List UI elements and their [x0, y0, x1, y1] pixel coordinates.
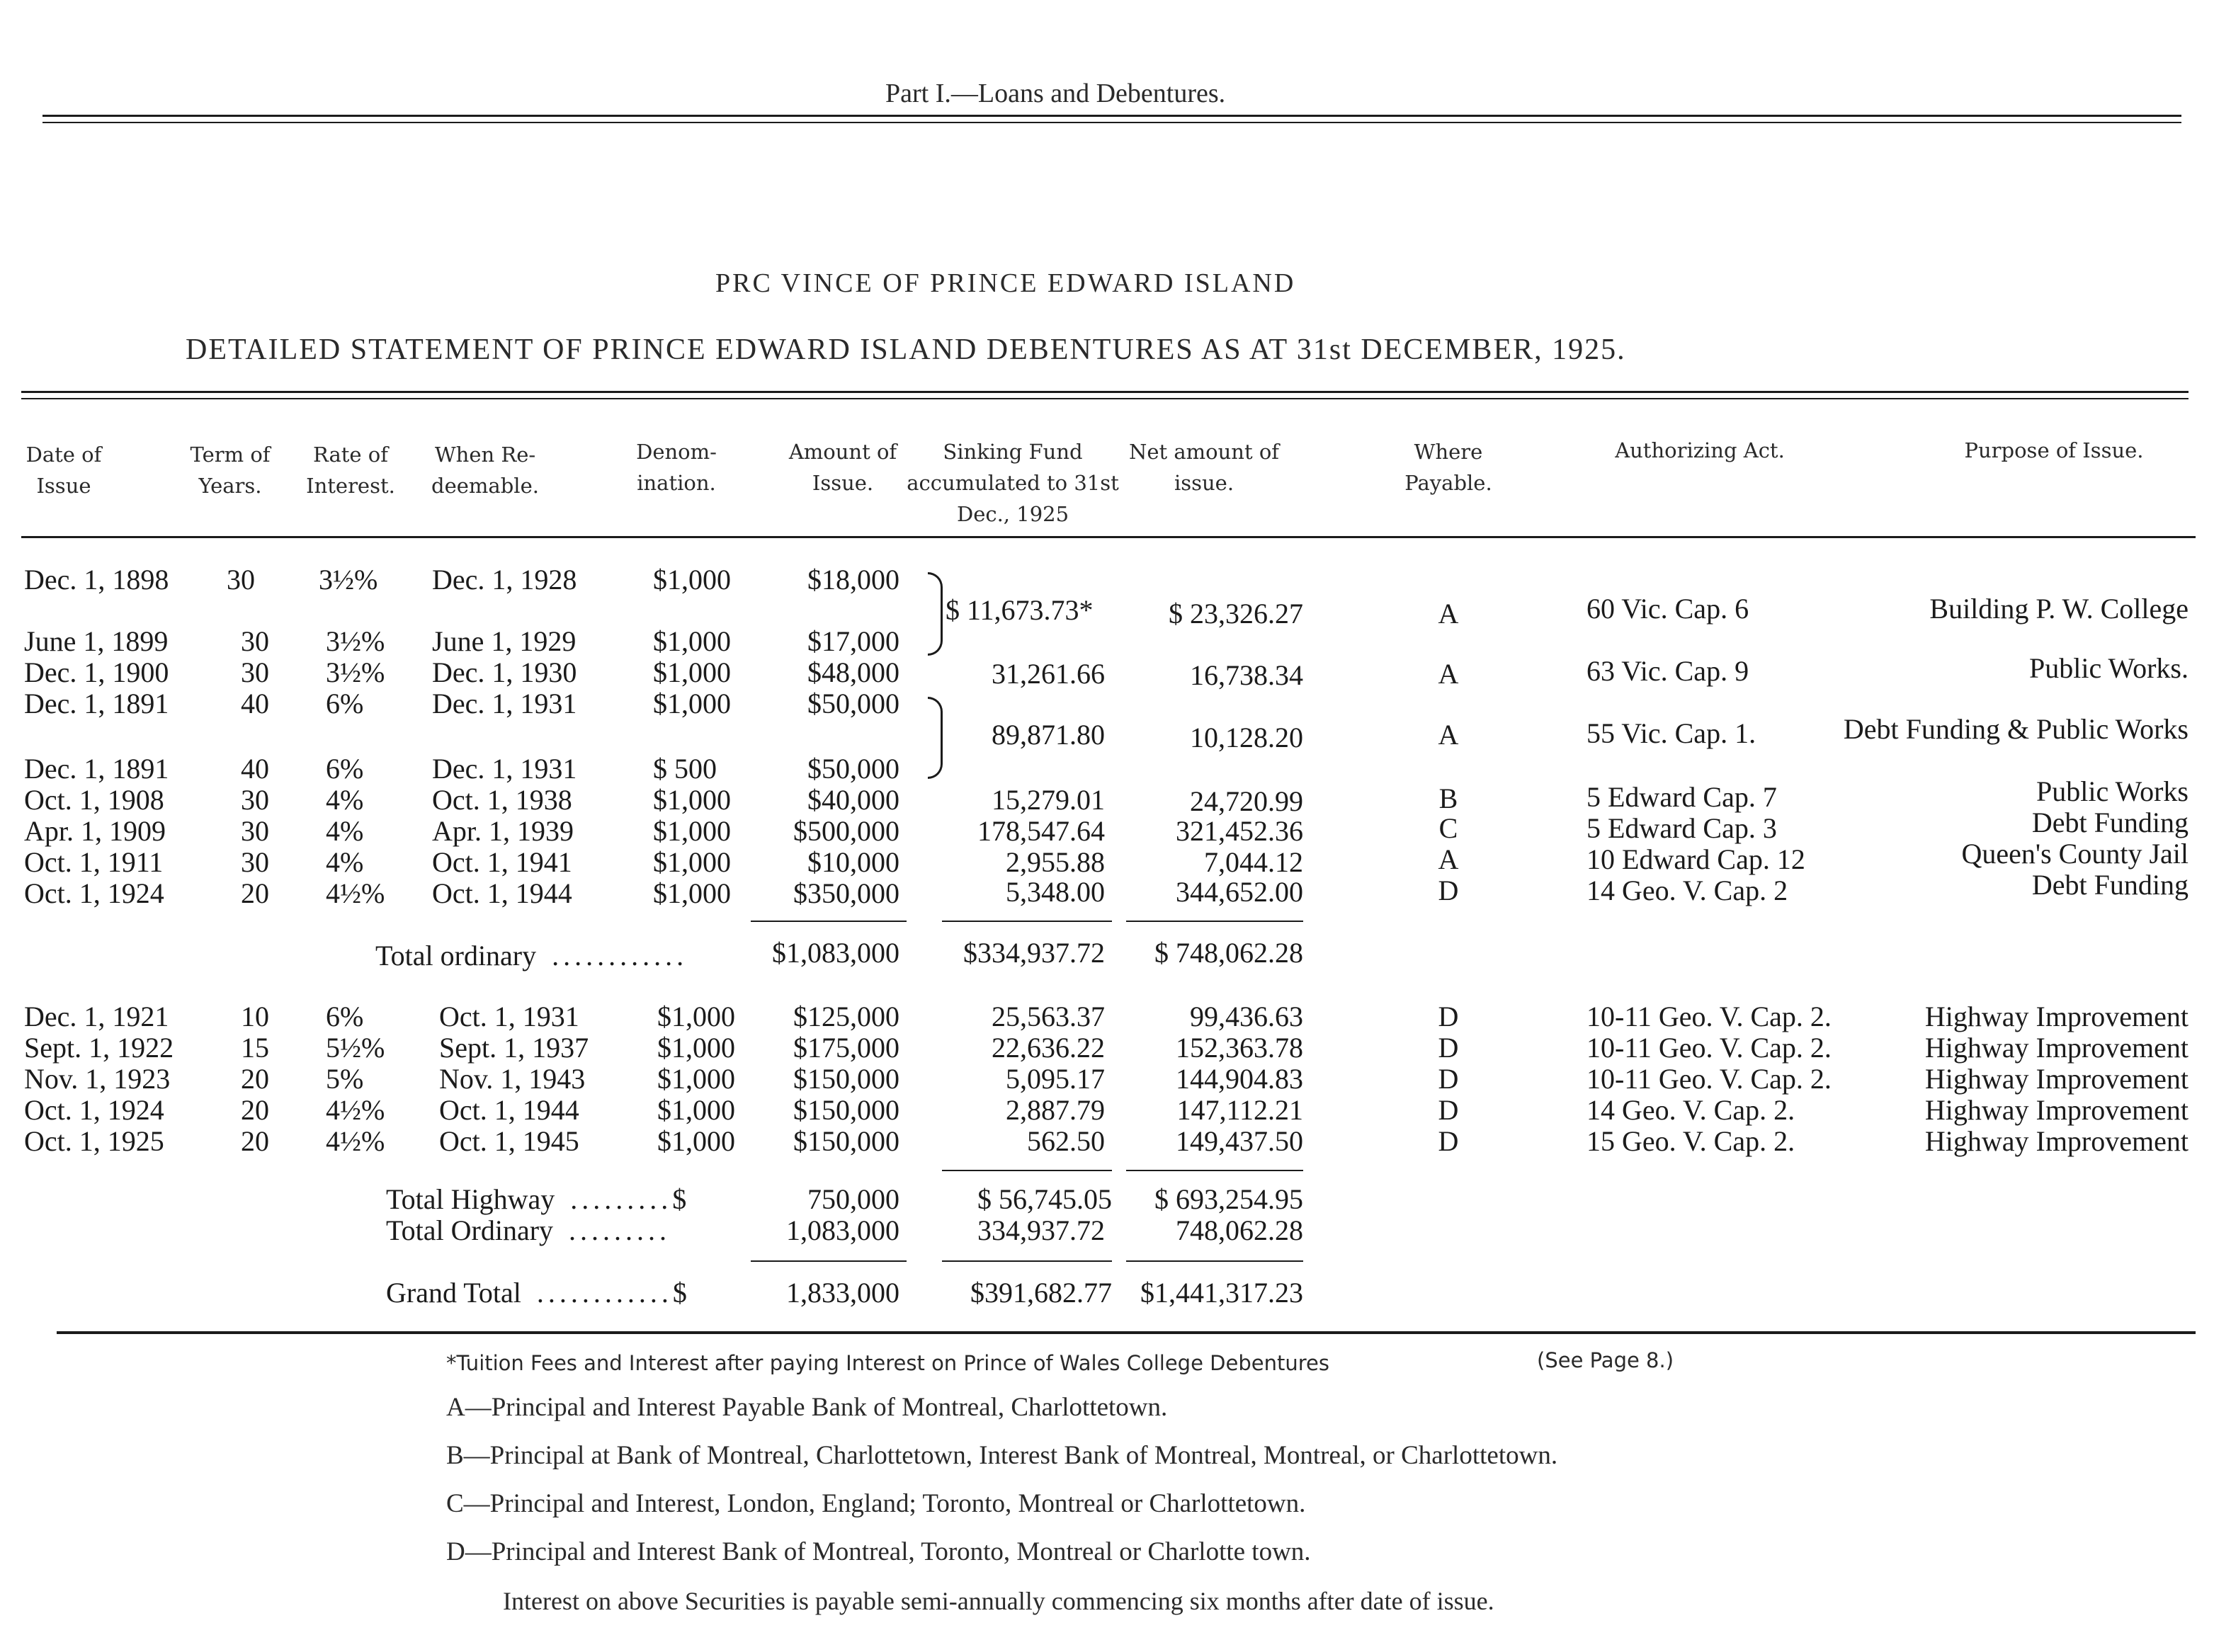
table-row-denomination: $1,000: [653, 656, 731, 688]
total-highway-amount: 750,000: [807, 1183, 899, 1215]
highway-rule-net: [1126, 1170, 1303, 1171]
table-row-term: 30: [241, 846, 269, 878]
title-rule-thin: [21, 398, 2189, 399]
grand-rule-sinking: [942, 1260, 1112, 1262]
grand-total-label: Grand Total ............$: [386, 1277, 687, 1309]
where-payable-cell: A: [1438, 719, 1459, 751]
table-row-redeemable: Oct. 1, 1941: [432, 846, 572, 878]
table-row-term: 15: [241, 1032, 269, 1064]
header-when: When Re- deemable.: [431, 443, 539, 498]
table-row-amount: $175,000: [793, 1032, 899, 1064]
table-row-rate: 4½%: [326, 1094, 385, 1126]
net-amount-cell: $ 23,326.27: [1169, 598, 1303, 630]
grand-rule-amount: [751, 1260, 907, 1262]
interest-note: Interest on above Securities is payable semi-annually commencing six months after date of issue.: [503, 1587, 1494, 1615]
total-ordinary-2-sinking: 334,937.72: [977, 1214, 1105, 1246]
header-rule: [21, 536, 2196, 538]
table-row-date: Oct. 1, 1925: [24, 1125, 164, 1157]
table-row-date: Dec. 1, 1921: [24, 1001, 169, 1032]
table-row-denomination: $1,000: [653, 877, 731, 909]
table-row-amount: $125,000: [793, 1001, 899, 1032]
authorizing-act-cell: 15 Geo. V. Cap. 2.: [1586, 1125, 1795, 1157]
footnote: *Tuition Fees and Interest after paying Interest on Prince of Wales College Debentures: [446, 1351, 1329, 1375]
table-row-rate: 4%: [326, 846, 364, 878]
where-payable-cell: D: [1438, 875, 1459, 906]
table-row-rate: 4%: [326, 784, 364, 816]
authorizing-act-cell: 10-11 Geo. V. Cap. 2.: [1586, 1032, 1832, 1064]
authorizing-act-cell: 10-11 Geo. V. Cap. 2.: [1586, 1001, 1832, 1032]
net-amount-cell: 344,652.00: [1176, 876, 1303, 908]
table-row-term: 30: [241, 656, 269, 688]
net-amount-cell: 99,436.63: [1190, 1001, 1303, 1032]
table-row-term: 40: [241, 688, 269, 719]
table-row-amount: $50,000: [807, 688, 899, 719]
note-c: C—Principal and Interest, London, England; Toronto, Montreal or Charlottetown.: [446, 1489, 1306, 1518]
total-ordinary-amount: $1,083,000: [772, 937, 899, 969]
authorizing-act-cell: 55 Vic. Cap. 1.: [1586, 717, 1756, 749]
purpose-cell: Queen's County Jail: [1961, 838, 2189, 870]
table-row-redeemable: Nov. 1, 1943: [439, 1063, 586, 1095]
table-row-term: 30: [241, 784, 269, 816]
table-row-amount: $17,000: [807, 625, 899, 657]
table-row-rate: 3½%: [326, 656, 385, 688]
table-row-rate: 5½%: [326, 1032, 385, 1064]
table-row-redeemable: Oct. 1, 1945: [439, 1125, 579, 1157]
authorizing-act-cell: 14 Geo. V. Cap. 2: [1586, 875, 1788, 906]
grand-total-net: $1,441,317.23: [1140, 1277, 1303, 1309]
note-d: D—Principal and Interest Bank of Montreal, Toronto, Montreal or Charlotte town.: [446, 1537, 1311, 1566]
table-row-denomination: $1,000: [657, 1125, 735, 1157]
sinking-fund-cell: 562.50: [1027, 1125, 1105, 1157]
table-row-redeemable: June 1, 1929: [432, 625, 577, 657]
purpose-cell: Debt Funding: [2031, 869, 2189, 901]
net-amount-cell: 152,363.78: [1176, 1032, 1303, 1064]
sinking-fund-cell: 2,955.88: [1006, 846, 1105, 878]
table-row-rate: 6%: [326, 753, 364, 785]
grand-total-sinking: $391,682.77: [970, 1277, 1112, 1309]
net-amount-cell: 144,904.83: [1176, 1063, 1303, 1095]
table-row-redeemable: Oct. 1, 1931: [439, 1001, 579, 1032]
table-row-redeemable: Sept. 1, 1937: [439, 1032, 589, 1064]
header-denomination: Denom- ination.: [636, 440, 717, 495]
where-payable-cell: D: [1438, 1063, 1459, 1095]
table-row-amount: $350,000: [793, 877, 899, 909]
sinking-fund-cell: 25,563.37: [992, 1001, 1105, 1032]
table-row-denomination: $1,000: [657, 1001, 735, 1032]
note-a: A—Principal and Interest Payable Bank of Montreal, Charlottetown.: [446, 1393, 1168, 1422]
header-term: Term of Years.: [190, 443, 271, 498]
header-net-amount: Net amount of issue.: [1128, 440, 1280, 495]
total-highway-sinking: $ 56,745.05: [977, 1183, 1112, 1215]
table-row-redeemable: Dec. 1, 1928: [432, 564, 577, 596]
table-row-rate: 4%: [326, 815, 364, 847]
sinking-fund-cell: $ 11,673.73*: [946, 594, 1094, 626]
table-row-rate: 3½%: [326, 625, 385, 657]
table-row-term: 30: [241, 625, 269, 657]
total-ordinary-2-label: Total Ordinary .........: [386, 1214, 671, 1246]
table-row-rate: 6%: [326, 688, 364, 719]
where-payable-cell: D: [1438, 1125, 1459, 1157]
highway-rule-sinking: [942, 1170, 1112, 1171]
total-highway-label: Total Highway .........$: [386, 1183, 687, 1215]
where-payable-cell: D: [1438, 1094, 1459, 1126]
sinking-fund-cell: 5,095.17: [1006, 1063, 1105, 1095]
total-ordinary-sinking: $334,937.72: [963, 937, 1105, 969]
table-row-amount: $150,000: [793, 1063, 899, 1095]
total-ordinary-2-amount: 1,083,000: [786, 1214, 899, 1246]
sinking-fund-cell: 22,636.22: [992, 1032, 1105, 1064]
brace-group-3: [928, 697, 943, 779]
net-amount-cell: 10,128.20: [1190, 722, 1303, 753]
table-row-denomination: $1,000: [653, 688, 731, 719]
sinking-fund-cell: 15,279.01: [992, 784, 1105, 816]
total-ordinary-label: Total ordinary ............: [375, 940, 688, 972]
total-ordinary-2-net: 748,062.28: [1176, 1214, 1303, 1246]
authorizing-act-cell: 14 Geo. V. Cap. 2.: [1586, 1094, 1795, 1126]
authorizing-act-cell: 10 Edward Cap. 12: [1586, 843, 1805, 875]
table-row-term: 30: [241, 815, 269, 847]
table-row-date: Dec. 1, 1891: [24, 688, 169, 719]
grand-rule-net: [1126, 1260, 1303, 1262]
header-date: Date of Issue: [25, 443, 102, 498]
table-row-date: Oct. 1, 1924: [24, 1094, 164, 1126]
brace-group-1: [928, 572, 943, 656]
table-row-amount: $150,000: [793, 1094, 899, 1126]
authorizing-act-cell: 5 Edward Cap. 3: [1586, 812, 1777, 844]
footnote-reference: (See Page 8.): [1537, 1348, 1674, 1372]
table-row-amount: $500,000: [793, 815, 899, 847]
where-payable-cell: D: [1438, 1032, 1459, 1064]
authorizing-act-cell: 5 Edward Cap. 7: [1586, 781, 1777, 813]
table-row-amount: $150,000: [793, 1125, 899, 1157]
purpose-cell: Building P. W. College: [1929, 593, 2189, 625]
title-province: PRC VINCE OF PRINCE EDWARD ISLAND: [715, 268, 1296, 298]
net-amount-cell: 147,112.21: [1176, 1094, 1303, 1126]
table-row-date: Nov. 1, 1923: [24, 1063, 171, 1095]
grand-total-amount: 1,833,000: [786, 1277, 899, 1309]
total-highway-net: $ 693,254.95: [1154, 1183, 1303, 1215]
purpose-cell: Highway Improvement: [1924, 1094, 2189, 1126]
table-row-amount: $50,000: [807, 753, 899, 785]
table-row-denomination: $ 500: [653, 753, 717, 785]
table-row-term: 30: [227, 564, 255, 596]
purpose-cell: Debt Funding & Public Works: [1843, 713, 2189, 745]
table-row-term: 20: [241, 1063, 269, 1095]
header-purpose: Purpose of Issue.: [1964, 438, 2144, 462]
where-payable-cell: B: [1438, 782, 1458, 814]
net-amount-cell: 7,044.12: [1204, 846, 1303, 878]
net-amount-cell: 16,738.34: [1190, 659, 1303, 691]
table-row-rate: 6%: [326, 1001, 364, 1032]
table-row-rate: 3½%: [319, 564, 378, 596]
where-payable-cell: C: [1438, 812, 1458, 844]
table-row-rate: 5%: [326, 1063, 364, 1095]
purpose-cell: Highway Improvement: [1924, 1125, 2189, 1157]
table-row-date: June 1, 1899: [24, 625, 169, 657]
table-row-denomination: $1,000: [657, 1032, 735, 1064]
purpose-cell: Highway Improvement: [1924, 1063, 2189, 1095]
table-row-term: 20: [241, 1094, 269, 1126]
sinking-fund-cell: 89,871.80: [992, 719, 1105, 751]
part-title: Part I.—Loans and Debentures.: [885, 79, 1226, 108]
table-row-date: Dec. 1, 1900: [24, 656, 169, 688]
top-rule: [42, 115, 2181, 117]
table-row-amount: $48,000: [807, 656, 899, 688]
header-where-payable: Where Payable.: [1404, 440, 1492, 495]
subtotal-rule-amount: [751, 921, 907, 922]
where-payable-cell: A: [1438, 843, 1459, 875]
sinking-fund-cell: 178,547.64: [977, 815, 1105, 847]
table-row-date: Oct. 1, 1908: [24, 784, 164, 816]
table-row-term: 10: [241, 1001, 269, 1032]
table-row-amount: $18,000: [807, 564, 899, 596]
net-amount-cell: 24,720.99: [1190, 785, 1303, 817]
table-row-redeemable: Oct. 1, 1944: [432, 877, 572, 909]
sinking-fund-cell: 31,261.66: [992, 658, 1105, 690]
table-row-date: Oct. 1, 1924: [24, 877, 164, 909]
sinking-fund-cell: 2,887.79: [1006, 1094, 1105, 1126]
note-b: B—Principal at Bank of Montreal, Charlottetown, Interest Bank of Montreal, Montreal, or Charlottetown.: [446, 1441, 1558, 1470]
where-payable-cell: D: [1438, 1001, 1459, 1032]
header-amount: Amount of Issue.: [788, 440, 897, 495]
subtotal-rule-net: [1126, 921, 1303, 922]
table-row-rate: 4½%: [326, 877, 385, 909]
authorizing-act-cell: 63 Vic. Cap. 9: [1586, 655, 1749, 687]
table-row-denomination: $1,000: [653, 784, 731, 816]
purpose-cell: Highway Improvement: [1924, 1032, 2189, 1064]
table-row-redeemable: Oct. 1, 1938: [432, 784, 572, 816]
net-amount-cell: 149,437.50: [1176, 1125, 1303, 1157]
where-payable-cell: A: [1438, 658, 1459, 690]
where-payable-cell: A: [1438, 598, 1459, 630]
table-row-denomination: $1,000: [653, 846, 731, 878]
sinking-fund-cell: 5,348.00: [1006, 876, 1105, 908]
table-row-redeemable: Dec. 1, 1931: [432, 753, 577, 785]
title-statement: DETAILED STATEMENT OF PRINCE EDWARD ISLAND DEBENTURES AS AT 31st DECEMBER, 1925.: [186, 334, 1626, 366]
table-row-redeemable: Apr. 1, 1939: [432, 815, 574, 847]
table-row-denomination: $1,000: [653, 625, 731, 657]
authorizing-act-cell: 60 Vic. Cap. 6: [1586, 593, 1749, 625]
purpose-cell: Highway Improvement: [1924, 1001, 2189, 1032]
subtotal-rule-sinking: [942, 921, 1112, 922]
authorizing-act-cell: 10-11 Geo. V. Cap. 2.: [1586, 1063, 1832, 1095]
total-ordinary-net: $ 748,062.28: [1154, 937, 1303, 969]
net-amount-cell: 321,452.36: [1176, 815, 1303, 847]
table-row-date: Dec. 1, 1891: [24, 753, 169, 785]
table-row-denomination: $1,000: [657, 1094, 735, 1126]
table-row-date: Dec. 1, 1898: [24, 564, 169, 596]
table-row-denomination: $1,000: [657, 1063, 735, 1095]
purpose-cell: Public Works: [2036, 775, 2189, 807]
purpose-cell: Public Works.: [2029, 652, 2189, 684]
table-row-redeemable: Dec. 1, 1930: [432, 656, 577, 688]
table-row-term: 20: [241, 1125, 269, 1157]
purpose-cell: Debt Funding: [2031, 807, 2189, 838]
table-row-denomination: $1,000: [653, 564, 731, 596]
table-row-date: Oct. 1, 1911: [24, 846, 164, 878]
title-rule: [21, 391, 2189, 393]
header-rate: Rate of Interest.: [306, 443, 395, 498]
header-sinking-fund: Sinking Fund accumulated to 31st Dec., 1925: [907, 440, 1119, 526]
top-rule-thin: [42, 122, 2181, 123]
table-row-term: 40: [241, 753, 269, 785]
table-row-redeemable: Dec. 1, 1931: [432, 688, 577, 719]
table-row-rate: 4½%: [326, 1125, 385, 1157]
bottom-rule: [57, 1331, 2196, 1334]
table-row-date: Apr. 1, 1909: [24, 815, 166, 847]
table-row-amount: $40,000: [807, 784, 899, 816]
table-row-amount: $10,000: [807, 846, 899, 878]
table-row-denomination: $1,000: [653, 815, 731, 847]
table-row-term: 20: [241, 877, 269, 909]
table-row-date: Sept. 1, 1922: [24, 1032, 174, 1064]
header-authorizing-act: Authorizing Act.: [1615, 438, 1785, 462]
table-row-redeemable: Oct. 1, 1944: [439, 1094, 579, 1126]
